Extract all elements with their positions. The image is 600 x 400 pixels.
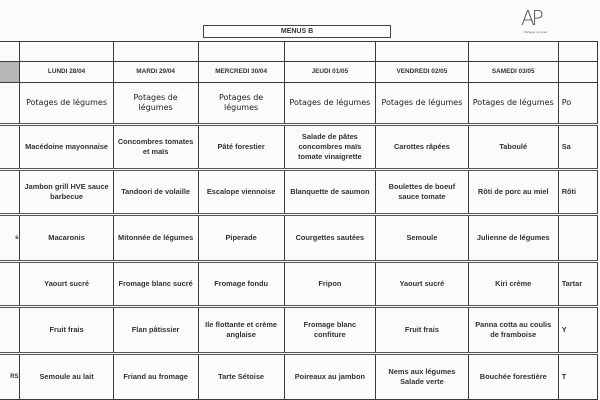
day-header-row	[0, 62, 598, 83]
row-label	[0, 262, 20, 307]
blank-cell	[113, 42, 198, 62]
menu-cell: Panna cotta au coulis de framboise	[468, 307, 558, 354]
menu-title: MENUS B	[203, 25, 391, 38]
menu-cell: Potages de légumes	[284, 83, 375, 125]
blank-cell	[20, 42, 113, 62]
menu-cell: T	[558, 354, 597, 400]
menu-cell: Sa	[558, 125, 597, 170]
menu-cell: Yaourt sucré	[376, 262, 469, 307]
menu-cell: Jambon grill HVE sauce barbecue	[20, 170, 113, 215]
menu-cell: Fruit frais	[376, 307, 469, 354]
day-header-wednesday: MERCREDI 30/04	[198, 62, 284, 83]
day-header-saturday: SAMEDI 03/05	[468, 62, 558, 83]
menu-row-soup	[0, 83, 598, 125]
ap-logo-icon	[515, 6, 555, 36]
row-label	[0, 170, 20, 215]
menu-cell: Fromage fondu	[198, 262, 284, 307]
menu-row-main-dish	[0, 170, 598, 215]
menu-cell: Potages de légumes	[113, 83, 198, 125]
menu-cell: Fromage blanc confiture	[284, 307, 375, 354]
logo-text: AP	[521, 6, 541, 30]
menu-cell: Friand au fromage	[113, 354, 198, 400]
menu-cell	[558, 215, 597, 262]
row-label	[0, 125, 20, 170]
blank-header-row	[0, 42, 598, 62]
menu-cell: Flan pâtissier	[113, 307, 198, 354]
menu-cell: Fripon	[284, 262, 375, 307]
menu-cell: Macédoine mayonnaise	[20, 125, 113, 170]
menu-cell: Semoule au lait	[20, 354, 113, 400]
logo-tagline: Partager le repas	[524, 30, 548, 34]
menu-cell: Carottes râpées	[376, 125, 469, 170]
menu-cell: Escalope viennoise	[198, 170, 284, 215]
menu-cell: Salade de pâtes concombres maïs tomate vinaigrette	[284, 125, 375, 170]
menu-cell: Tartar	[558, 262, 597, 307]
menu-cell: Potages de légumes	[468, 83, 558, 125]
menu-cell: Rôti de porc au miel	[468, 170, 558, 215]
menu-cell: Poireaux au jambon	[284, 354, 375, 400]
day-header-tuesday: MARDI 29/04	[113, 62, 198, 83]
menu-cell: Ile flottante et crème anglaise	[198, 307, 284, 354]
menu-table	[0, 41, 598, 400]
menu-cell: Boulettes de boeuf sauce tomate	[376, 170, 469, 215]
blank-cell	[198, 42, 284, 62]
menu-cell: Rôti	[558, 170, 597, 215]
menu-cell: Blanquette de saumon	[284, 170, 375, 215]
menu-cell: Taboulé	[468, 125, 558, 170]
menu-cell: Macaronis	[20, 215, 113, 262]
menu-cell: Po	[558, 83, 597, 125]
menu-row-starter	[0, 125, 598, 170]
row-label	[0, 307, 20, 354]
menu-cell: Mitonnée de légumes	[113, 215, 198, 262]
menu-cell: Pâté forestier	[198, 125, 284, 170]
menu-cell: Kiri crème	[468, 262, 558, 307]
menu-row-dinner	[0, 354, 598, 400]
menu-cell: Bouchée forestière	[468, 354, 558, 400]
menu-cell: Fruit frais	[20, 307, 113, 354]
row-label: RS	[0, 354, 20, 400]
menu-cell: Fromage blanc sucré	[113, 262, 198, 307]
blank-cell	[558, 42, 597, 62]
row-label	[0, 83, 20, 125]
menu-row-dairy	[0, 262, 598, 307]
blank-cell	[468, 42, 558, 62]
menu-cell: Tarte Sétoise	[198, 354, 284, 400]
menu-cell: Semoule	[376, 215, 469, 262]
day-header-monday: LUNDI 28/04	[20, 62, 113, 83]
blank-cell	[376, 42, 469, 62]
menu-cell: Potages de légumes	[20, 83, 113, 125]
menu-cell: Piperade	[198, 215, 284, 262]
blank-cell	[284, 42, 375, 62]
menu-cell: Courgettes sautées	[284, 215, 375, 262]
menu-row-dessert	[0, 307, 598, 354]
menu-row-side-dish	[0, 215, 598, 262]
menu-cell: Julienne de légumes	[468, 215, 558, 262]
corner-cell	[0, 62, 20, 83]
blank-cell	[0, 42, 20, 62]
menu-cell: Tandoori de volaille	[113, 170, 198, 215]
day-header-sunday	[558, 62, 597, 83]
row-label: s	[0, 215, 20, 262]
day-header-friday: VENDREDI 02/05	[376, 62, 469, 83]
menu-cell: Potages de légumes	[198, 83, 284, 125]
menu-cell: Concombres tomates et maïs	[113, 125, 198, 170]
menu-cell: Potages de légumes	[376, 83, 469, 125]
menu-cell: Y	[558, 307, 597, 354]
menu-cell: Yaourt sucré	[20, 262, 113, 307]
day-header-thursday: JEUDI 01/05	[284, 62, 375, 83]
menu-cell: Nems aux légumes Salade verte	[376, 354, 469, 400]
